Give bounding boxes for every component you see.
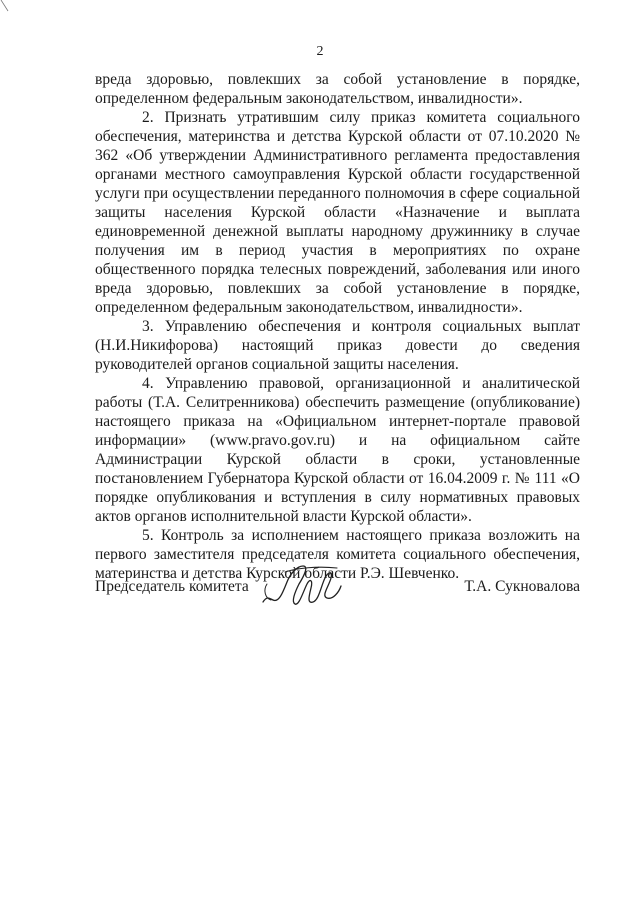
- page-number: 2: [316, 44, 324, 59]
- paragraph-4-publication: 4. Управлению правовой, организационной и аналитической работы (Т.А. Селитренникова) обеспечить размещение (опубликование) настоящего приказа на «Официальном интернет-портале правовой информации» (www.pravo.gov.ru) и на официальном сайте Администрации Курской области в сроки, установленные постановлением Губернатора Курской области от 16.04.2009 г. № 111 «О порядке опубликования и вступления в силу нормативных правовых актов органов исполнительной власти Курской области».: [95, 375, 580, 525]
- paragraph-1-continuation: вреда здоровью, повлекших за собой установление в порядке, определенном федеральным законодательством, инвалидности».: [95, 71, 580, 107]
- paragraph-3-notify: 3. Управлению обеспечения и контроля социальных выплат (Н.И.Никифорова) настоящий приказ довести до сведения руководителей органов социальной защиты населения.: [95, 318, 580, 373]
- scan-corner-mark: [0, 0, 10, 12]
- signature-block: [95, 562, 580, 612]
- signer-title: Председатель комитета: [95, 578, 249, 595]
- paragraph-5-control: 5. Контроль за исполнением настоящего приказа возложить на первого заместителя председателя комитета социального обеспечения, материнства и детства Курской области Р.Э. Шевченко.: [95, 527, 580, 582]
- handwritten-signature: [257, 562, 345, 608]
- signer-name: Т.А. Сукновалова: [464, 578, 580, 595]
- paragraph-2-repeal: 2. Признать утратившим силу приказ комитета социального обеспечения, материнства и детства Курской области от 07.10.2020 № 362 «Об утверждении Административного регламента предоставления органами местного самоуправления Курской области государственной услуги при осуществлении переданного полномочия в сфере социальной защиты населения Курской области «Назначение и выплата единовременной денежной выплаты народному дружиннику в случае получения им в период участия в мероприятиях по охране общественного порядка телесных повреждений, заболевания или иного вреда здоровью, повлекших за собой установление в порядке, определенном федеральным законодательством, инвалидности».: [95, 109, 580, 316]
- document-body: [95, 70, 580, 583]
